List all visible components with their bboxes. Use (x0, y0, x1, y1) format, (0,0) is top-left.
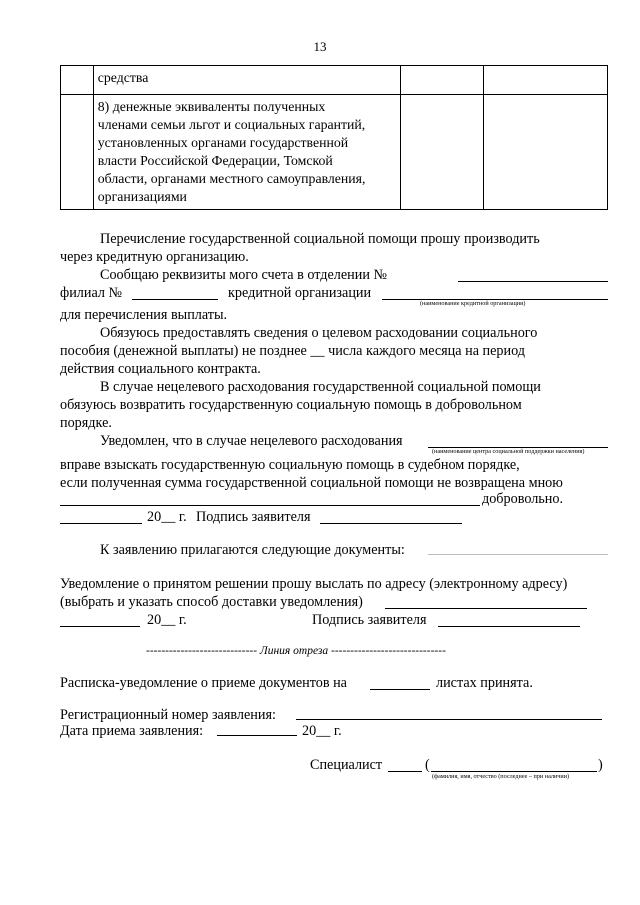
page-number: 13 (313, 39, 327, 54)
delivery-method-field[interactable] (385, 594, 587, 609)
table-cell-label: средства (93, 66, 401, 95)
attachments-label: К заявлению прилагаются следующие документы: (100, 542, 405, 558)
sheets-count-field[interactable] (370, 675, 430, 690)
notified-line-1: Уведомлен, что в случае нецелевого расходования (100, 433, 403, 449)
misuse-line-2: обязуюсь возвратить государственную социальную помощь в добровольном (60, 397, 522, 413)
credit-org-field[interactable] (382, 285, 608, 300)
receipt-suffix: листах принята. (436, 675, 533, 691)
credit-org-label: кредитной организации (228, 285, 372, 301)
sign2-label: Подпись заявителя (312, 612, 427, 628)
branch-number-field[interactable] (458, 267, 608, 282)
sign1-year: 20__ г. (147, 509, 187, 525)
receipt-label: Расписка-уведомление о приеме документов на (60, 675, 347, 691)
reg-number-label: Регистрационный номер заявления: (60, 707, 276, 723)
account-line-3: для перечисления выплаты. (60, 307, 228, 323)
specialist-sign-field[interactable] (388, 757, 422, 772)
date-received-label: Дата приема заявления: (60, 723, 204, 739)
specialist-hint: (фамилия, имя, отчество (последнее – при наличии) (432, 773, 570, 780)
social-center-hint: (наименование центра социальной поддержки населения) (432, 448, 585, 455)
specialist-name-field[interactable] (431, 757, 597, 772)
decision-line-1: Уведомление о принятом решении прошу выслать по адресу (электронному адресу) (60, 576, 568, 592)
oblige-line-2: пособия (денежной выплаты) не позднее __ числа каждого месяца на период (60, 343, 526, 359)
branch-label: филиал № (60, 285, 123, 301)
attachments-field[interactable] (428, 554, 608, 555)
reg-number-field[interactable] (296, 705, 602, 720)
branch-field[interactable] (132, 285, 218, 300)
account-line-1: Сообщаю реквизиты мого счета в отделении № (100, 267, 388, 283)
date-received-field[interactable] (217, 721, 297, 736)
notified-line-3: если полученная сумма государственной социальной помощи не возвращена мною (60, 475, 563, 491)
specialist-label: Специалист (310, 757, 383, 773)
table-row (61, 66, 608, 95)
notified-line-4: добровольно. (482, 491, 564, 507)
notified-line-2: вправе взыскать государственную социальную помощь в судебном порядке, (60, 457, 520, 473)
transfer-line-1: Перечисление государственной социальной помощи прошу производить (100, 231, 540, 247)
oblige-line-3: действия социального контракта. (60, 361, 261, 377)
misuse-line-3: порядке. (60, 415, 112, 431)
income-table (60, 65, 608, 210)
sign2-field[interactable] (438, 612, 580, 627)
table-row (61, 95, 608, 210)
specialist-close-paren: ) (598, 757, 603, 773)
notified-blank-field[interactable] (60, 491, 480, 506)
sign2-date-field[interactable] (60, 612, 140, 627)
cut-line: ----------------------------- Линия отреза ------------------------------ (146, 645, 446, 657)
sign1-date-field[interactable] (60, 509, 142, 524)
credit-org-hint: (наименование кредитной организации) (420, 300, 526, 307)
sign1-field[interactable] (320, 509, 462, 524)
social-center-field[interactable] (428, 433, 608, 448)
specialist-open-paren: ( (425, 757, 430, 773)
transfer-line-2: через кредитную организацию. (60, 249, 249, 265)
date-received-year: 20__ г. (302, 723, 342, 739)
oblige-line-1: Обязуюсь предоставлять сведения о целевом расходовании социального (100, 325, 538, 341)
misuse-line-1: В случае нецелевого расходования государственной социальной помощи (100, 379, 541, 395)
table-cell-label: 8) денежные эквиваленты полученных членами семьи льгот и социальных гарантий, установленных органами государственной власти Российской Федерации, Томской области, органами местного самоуправления, организациями (93, 95, 401, 210)
decision-line-2: (выбрать и указать способ доставки уведомления) (60, 594, 363, 610)
sign1-label: Подпись заявителя (196, 509, 311, 525)
sign2-year: 20__ г. (147, 612, 187, 628)
